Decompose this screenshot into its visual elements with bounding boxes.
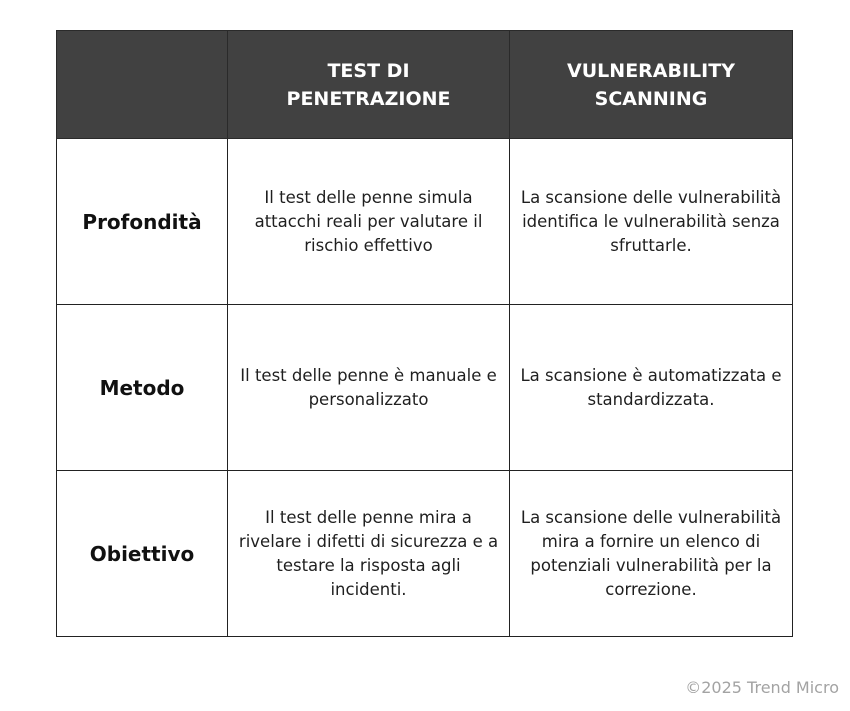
comparison-table	[56, 30, 793, 637]
row-label-depth: Profondità	[57, 139, 228, 305]
cell-text: Il test delle penne è manuale e personalizzato	[240, 365, 497, 409]
table-row	[57, 471, 793, 637]
cell-text: Il test delle penne mira a rivelare i difetti di sicurezza e a testare la risposta agli incidenti.	[238, 507, 499, 599]
table-row	[57, 305, 793, 471]
cell-scanning-objective	[510, 471, 793, 637]
cell-pentest-depth	[228, 139, 510, 305]
cell-text: La scansione delle vulnerabilità identifica le vulnerabilità senza sfruttarle.	[520, 187, 782, 255]
header-cell-pentest	[228, 31, 510, 139]
header-label-pentest: TEST DI PENETRAZIONE	[286, 59, 451, 110]
cell-text: Il test delle penne simula attacchi reali per valutare il rischio effettivo	[254, 187, 483, 255]
row-label-method: Metodo	[57, 305, 228, 471]
header-cell-scanning	[510, 31, 793, 139]
row-label-objective: Obiettivo	[57, 471, 228, 637]
cell-scanning-method	[510, 305, 793, 471]
table-row	[57, 139, 793, 305]
copyright-notice: ©2025 Trend Micro	[685, 678, 839, 697]
cell-scanning-depth	[510, 139, 793, 305]
cell-text: La scansione è automatizzata e standardizzata.	[520, 365, 782, 409]
header-label-scanning: VULNERABILITY SCANNING	[567, 59, 735, 110]
cell-pentest-method	[228, 305, 510, 471]
cell-pentest-objective	[228, 471, 510, 637]
header-cell-empty	[57, 31, 228, 139]
cell-text: La scansione delle vulnerabilità mira a fornire un elenco di potenziali vulnerabilità per la correzione.	[520, 507, 782, 599]
table-header-row	[57, 31, 793, 139]
